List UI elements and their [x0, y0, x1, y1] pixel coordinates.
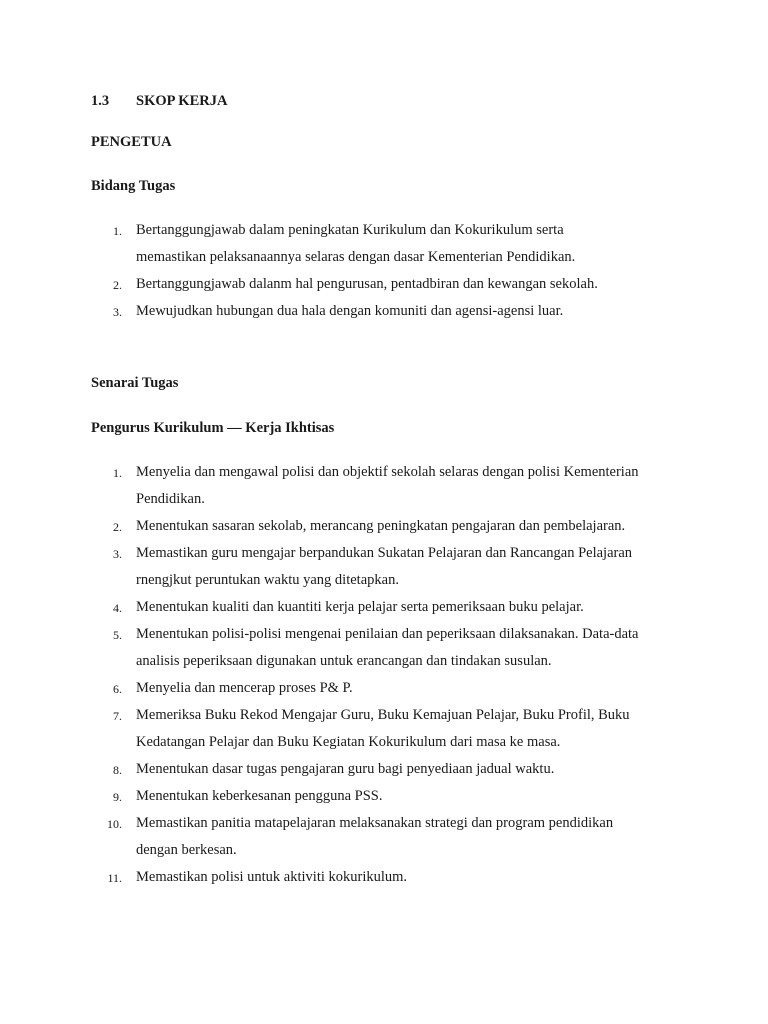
bidang-tugas-heading: Bidang Tugas [91, 178, 176, 194]
list-item-text: Kedatangan Pelajar dan Buku Kegiatan Kokurikulum dari masa ke masa. [136, 734, 561, 750]
list-item-number: 1. [113, 466, 122, 480]
list-item-number: 6. [113, 682, 122, 696]
list-item-text: Menentukan sasaran sekolab, merancang peningkatan pengajaran dan pembelajaran. [136, 518, 626, 534]
pengurus-kurikulum-heading: Pengurus Kurikulum — Kerja Ikhtisas [91, 420, 335, 436]
list-item-number: 11. [107, 871, 122, 885]
section-number: 1.3 [91, 93, 110, 109]
list-item-number: 1. [113, 224, 122, 238]
list-item-text: Memeriksa Buku Rekod Mengajar Guru, Buku Kemajuan Pelajar, Buku Profil, Buku [136, 707, 630, 723]
list-item-number: 2. [113, 520, 122, 534]
senarai-tugas-heading: Senarai Tugas [91, 375, 179, 391]
list-item-text: Menyelia dan mengawal polisi dan objektif sekolah selaras dengan polisi Kementerian [136, 464, 639, 480]
role-heading: PENGETUA [91, 134, 172, 150]
list-item-number: 10. [107, 817, 122, 831]
list-item-number: 8. [113, 763, 122, 777]
list-item-text: memastikan pelaksanaannya selaras dengan dasar Kementerian Pendidikan. [136, 249, 576, 265]
list-item-text: Memastikan panitia matapelajaran melaksanakan strategi dan program pendidikan [136, 815, 614, 831]
list-item-text: Memastikan guru mengajar berpandukan Sukatan Pelajaran dan Rancangan Pelajaran [136, 545, 633, 561]
list-item-number: 9. [113, 790, 122, 804]
list-item-number: 5. [113, 628, 122, 642]
list-item-text: analisis peperiksaan digunakan untuk erancangan dan tindakan susulan. [136, 653, 552, 669]
section-title: SKOP KERJA [136, 93, 228, 109]
list-item-text: Menentukan dasar tugas pengajaran guru bagi penyediaan jadual waktu. [136, 761, 555, 777]
list-item-text: Pendidikan. [136, 491, 205, 507]
list-item-number: 2. [113, 278, 122, 292]
list-item-text: dengan berkesan. [136, 842, 237, 858]
list-item-text: Menentukan polisi-polisi mengenai penilaian dan peperiksaan dilaksanakan. Data-data [136, 626, 639, 642]
list-item-number: 3. [113, 547, 122, 561]
list-item-text: rnengjkut peruntukan waktu yang ditetapkan. [136, 572, 399, 588]
list-item-number: 4. [113, 601, 122, 615]
list-item-number: 3. [113, 305, 122, 319]
list-item-number: 7. [113, 709, 122, 723]
list-item-text: Bertanggungjawab dalam peningkatan Kurikulum dan Kokurikulum serta [136, 222, 564, 238]
list-item-text: Bertanggungjawab dalanm hal pengurusan, pentadbiran dan kewangan sekolah. [136, 276, 598, 292]
list-item-text: Menentukan keberkesanan pengguna PSS. [136, 788, 383, 804]
list-item-text: Menentukan kualiti dan kuantiti kerja pelajar serta pemeriksaan buku pelajar. [136, 599, 584, 615]
list-item-text: Memastikan polisi untuk aktiviti kokurikulum. [136, 869, 408, 885]
list-item-text: Menyelia dan mencerap proses P& P. [136, 680, 353, 696]
list-item-text: Mewujudkan hubungan dua hala dengan komuniti dan agensi-agensi luar. [136, 303, 564, 319]
